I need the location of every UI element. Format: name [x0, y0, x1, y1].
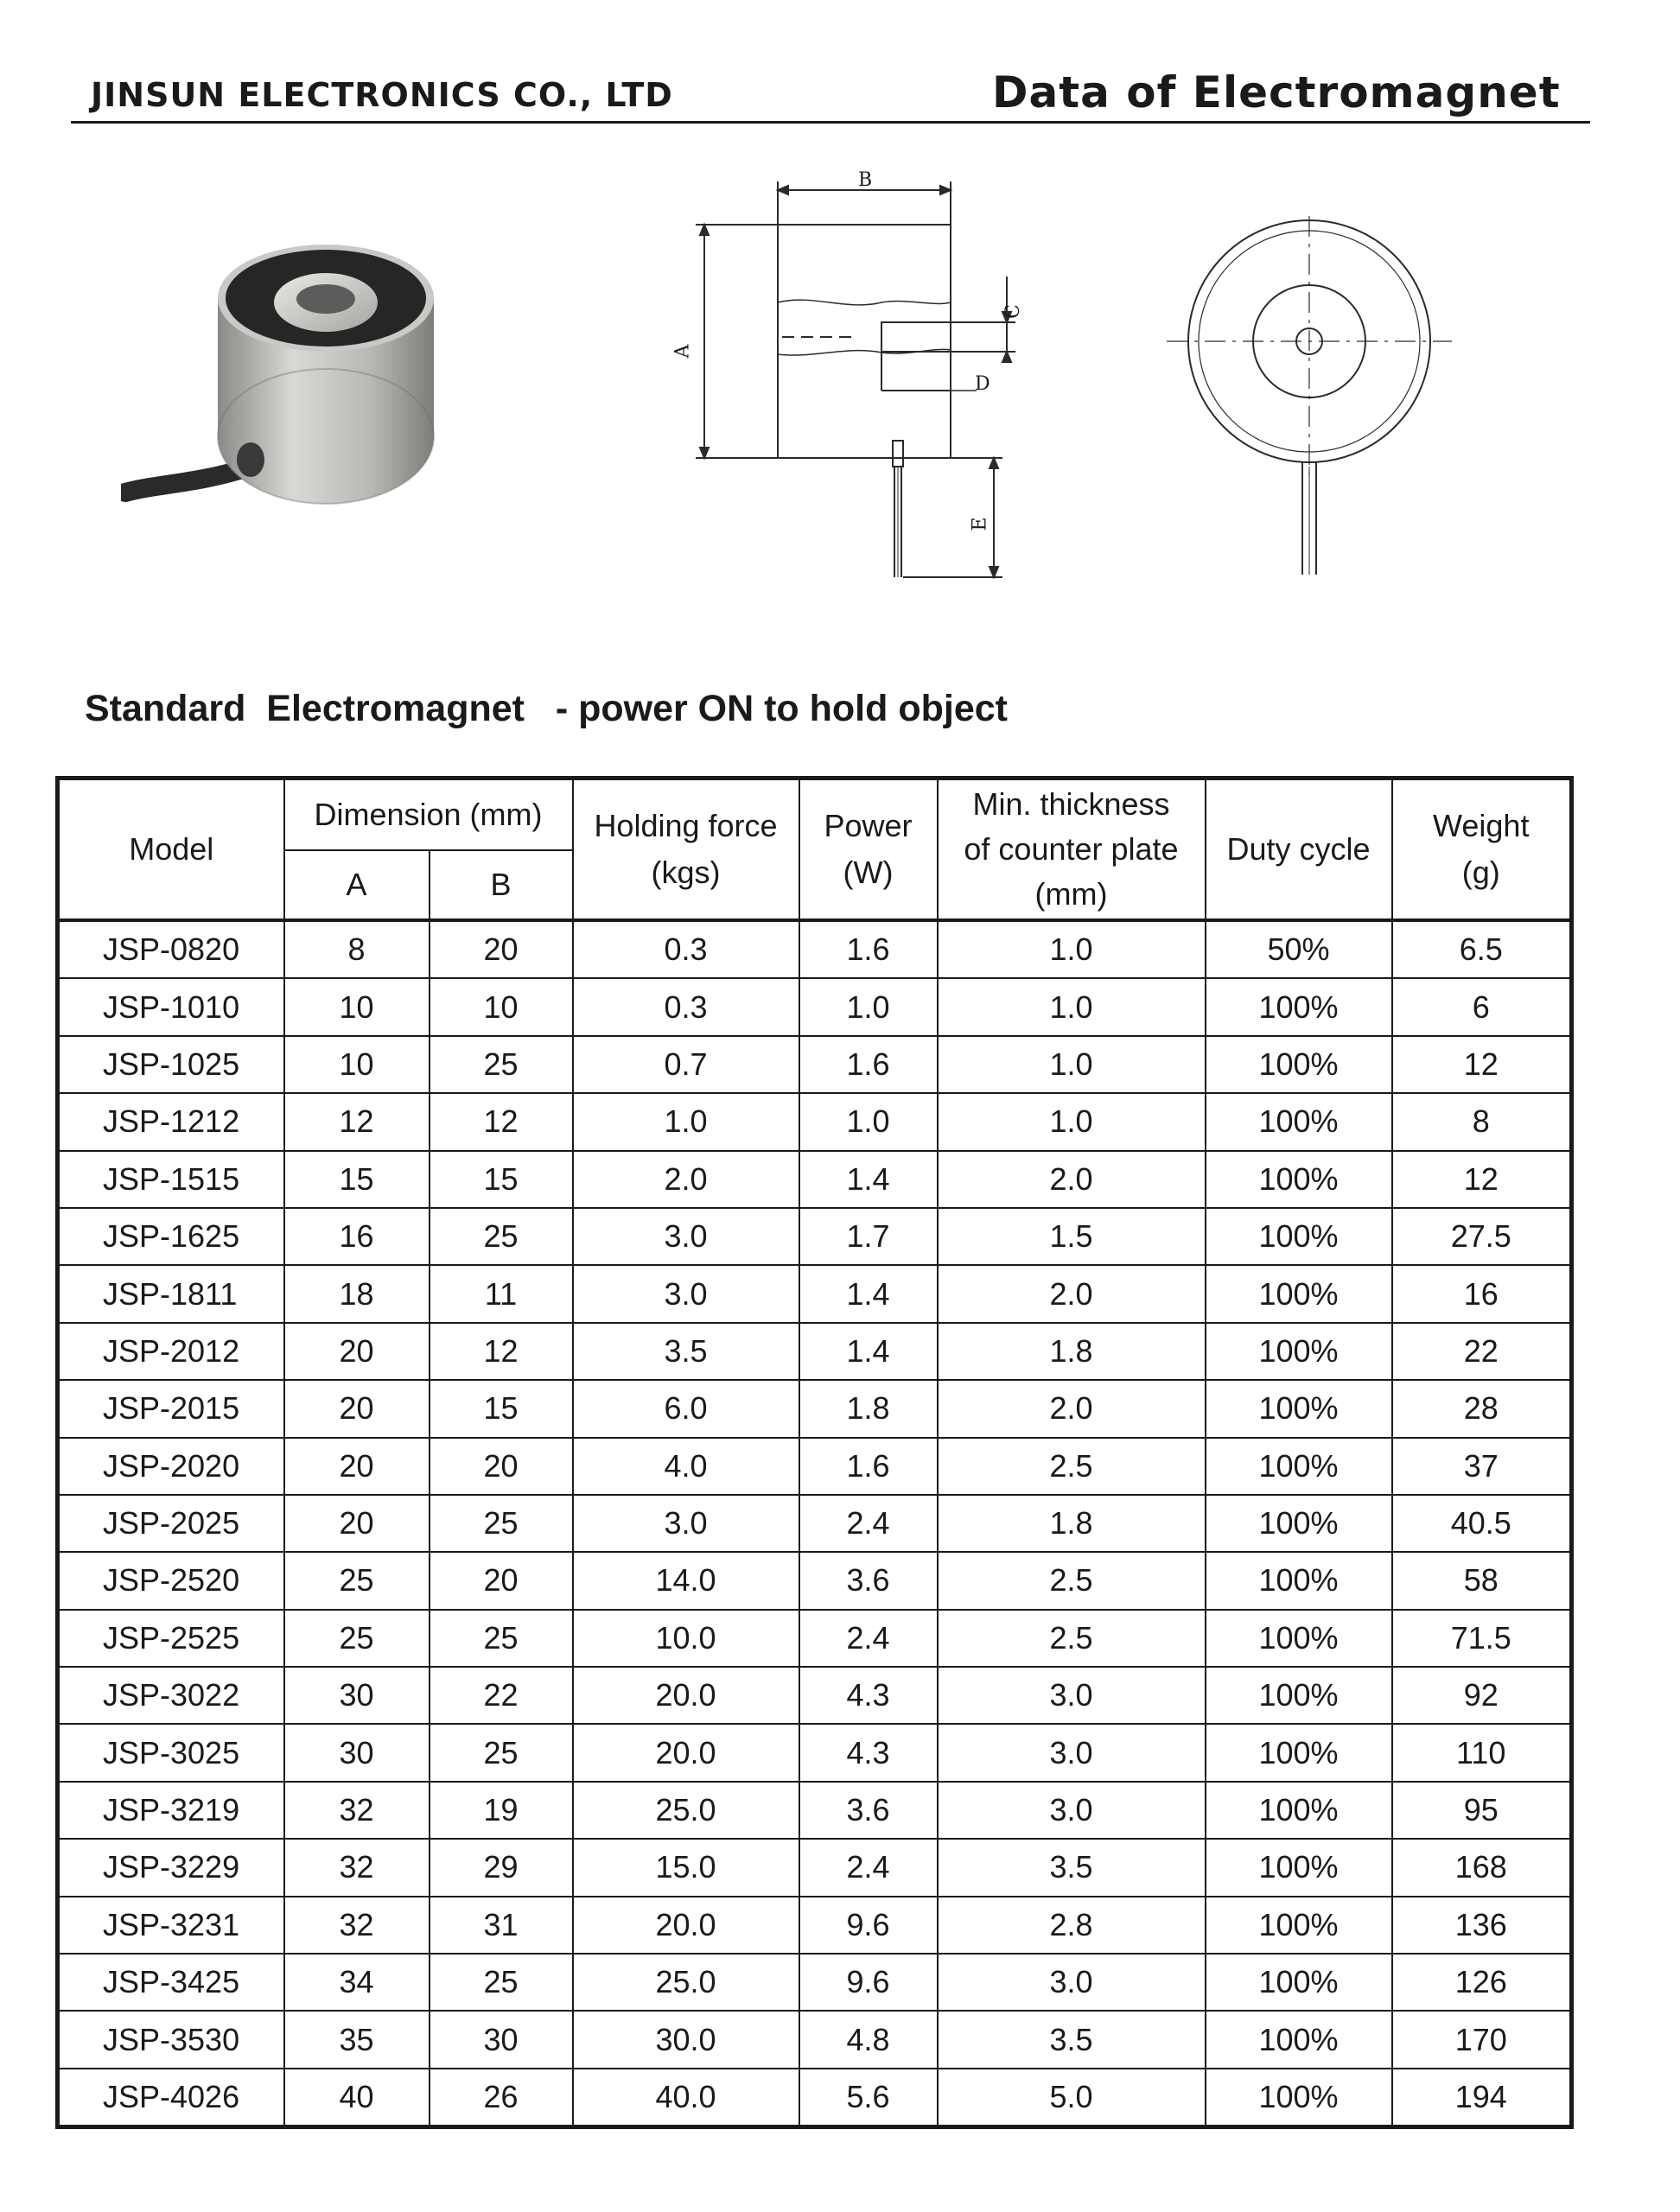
cell-power: 9.6: [799, 1954, 938, 2011]
cell-a: 40: [284, 2069, 430, 2127]
cell-b: 31: [430, 1897, 573, 1954]
cell-b: 15: [430, 1380, 573, 1437]
dimension-label-d: D: [975, 373, 990, 395]
cell-weight: 95: [1392, 1782, 1572, 1839]
cell-duty: 100%: [1206, 2069, 1392, 2127]
cell-duty: 100%: [1206, 1782, 1392, 1839]
table-row: [58, 1380, 1572, 1437]
table-row: [58, 1839, 1572, 1896]
cell-b: 10: [430, 978, 573, 1035]
dimension-label-c: C: [1002, 304, 1024, 319]
cell-a: 10: [284, 1036, 430, 1093]
cell-force: 14.0: [573, 1552, 799, 1609]
cell-thickness: 2.0: [938, 1265, 1206, 1322]
cell-weight: 58: [1392, 1552, 1572, 1609]
cell-a: 12: [284, 1093, 430, 1150]
cell-weight: 110: [1392, 1724, 1572, 1781]
cell-model: JSP-4026: [58, 2069, 284, 2127]
cell-b: 25: [430, 1036, 573, 1093]
cell-a: 20: [284, 1495, 430, 1552]
cell-force: 40.0: [573, 2069, 799, 2127]
cell-model: JSP-2020: [58, 1438, 284, 1495]
table-row: [58, 1265, 1572, 1322]
cell-weight: 27.5: [1392, 1208, 1572, 1265]
cell-weight: 170: [1392, 2011, 1572, 2068]
cell-b: 15: [430, 1151, 573, 1208]
cell-model: JSP-3425: [58, 1954, 284, 2011]
cell-force: 2.0: [573, 1151, 799, 1208]
table-row: [58, 2069, 1572, 2127]
section-title-standard: Standard: [85, 688, 246, 729]
top-view-drawing: [1149, 199, 1469, 588]
cell-duty: 100%: [1206, 1036, 1392, 1093]
cell-thickness: 3.5: [938, 1839, 1206, 1896]
cell-model: JSP-3219: [58, 1782, 284, 1839]
cell-force: 0.3: [573, 978, 799, 1035]
cell-thickness: 1.5: [938, 1208, 1206, 1265]
cell-duty: 100%: [1206, 1667, 1392, 1724]
cell-model: JSP-3025: [58, 1724, 284, 1781]
cell-force: 3.0: [573, 1208, 799, 1265]
cell-thickness: 1.8: [938, 1323, 1206, 1380]
cell-a: 32: [284, 1782, 430, 1839]
cell-a: 34: [284, 1954, 430, 2011]
cell-force: 20.0: [573, 1897, 799, 1954]
cell-force: 20.0: [573, 1724, 799, 1781]
cell-weight: 6.5: [1392, 920, 1572, 978]
cell-force: 25.0: [573, 1782, 799, 1839]
document-title: Data of Electromagnet: [992, 67, 1561, 118]
cell-a: 32: [284, 1839, 430, 1896]
cell-weight: 6: [1392, 978, 1572, 1035]
cell-b: 20: [430, 920, 573, 978]
cell-a: 20: [284, 1438, 430, 1495]
cell-model: JSP-2015: [58, 1380, 284, 1437]
cell-weight: 40.5: [1392, 1495, 1572, 1552]
cell-a: 18: [284, 1265, 430, 1322]
cell-weight: 12: [1392, 1151, 1572, 1208]
cell-duty: 100%: [1206, 1151, 1392, 1208]
cell-thickness: 1.0: [938, 978, 1206, 1035]
section-title-electromagnet: Electromagnet: [266, 688, 525, 729]
cell-force: 20.0: [573, 1667, 799, 1724]
table-row: [58, 1954, 1572, 2011]
table-row: [58, 1036, 1572, 1093]
cell-power: 4.3: [799, 1724, 938, 1781]
cell-a: 20: [284, 1323, 430, 1380]
cell-power: 3.6: [799, 1552, 938, 1609]
section-title: [85, 688, 1008, 730]
cell-power: 4.3: [799, 1667, 938, 1724]
cell-model: JSP-2520: [58, 1552, 284, 1609]
cell-force: 0.3: [573, 920, 799, 978]
table-row: [58, 1552, 1572, 1609]
dimension-label-a: A: [671, 344, 694, 359]
cell-model: JSP-1515: [58, 1151, 284, 1208]
dimension-label-b: B: [858, 169, 873, 191]
cell-duty: 100%: [1206, 1495, 1392, 1552]
cell-b: 20: [430, 1438, 573, 1495]
table-row: [58, 1208, 1572, 1265]
header-divider: [71, 121, 1590, 124]
cell-model: JSP-1212: [58, 1093, 284, 1150]
cell-thickness: 2.5: [938, 1552, 1206, 1609]
cell-weight: 22: [1392, 1323, 1572, 1380]
cell-duty: 100%: [1206, 1208, 1392, 1265]
cell-weight: 194: [1392, 2069, 1572, 2127]
cell-b: 12: [430, 1093, 573, 1150]
cell-b: 25: [430, 1724, 573, 1781]
cell-force: 4.0: [573, 1438, 799, 1495]
cell-thickness: 3.0: [938, 1667, 1206, 1724]
cell-duty: 100%: [1206, 1724, 1392, 1781]
cell-model: JSP-2012: [58, 1323, 284, 1380]
cell-model: JSP-3231: [58, 1897, 284, 1954]
column-header-min-thickness: Min. thickness of counter plate (mm): [938, 779, 1206, 921]
column-header-holding-force: Holding force (kgs): [573, 779, 799, 921]
cell-power: 1.4: [799, 1265, 938, 1322]
cell-weight: 37: [1392, 1438, 1572, 1495]
cell-duty: 100%: [1206, 978, 1392, 1035]
cell-model: JSP-3229: [58, 1839, 284, 1896]
cell-thickness: 3.5: [938, 2011, 1206, 2068]
cell-thickness: 2.5: [938, 1610, 1206, 1667]
cell-thickness: 5.0: [938, 2069, 1206, 2127]
cell-a: 30: [284, 1667, 430, 1724]
cell-power: 2.4: [799, 1495, 938, 1552]
cell-weight: 8: [1392, 1093, 1572, 1150]
table-row: [58, 1724, 1572, 1781]
cell-model: JSP-1010: [58, 978, 284, 1035]
cell-duty: 100%: [1206, 1954, 1392, 2011]
column-header-dim-a: A: [284, 850, 430, 920]
cell-power: 1.4: [799, 1151, 938, 1208]
table-row: [58, 1897, 1572, 1954]
column-header-power: Power (W): [799, 779, 938, 921]
table-row: [58, 1093, 1572, 1150]
table-row: [58, 978, 1572, 1035]
table-row: [58, 1495, 1572, 1552]
cell-a: 10: [284, 978, 430, 1035]
cell-thickness: 3.0: [938, 1954, 1206, 2011]
cell-model: JSP-2025: [58, 1495, 284, 1552]
cell-b: 25: [430, 1208, 573, 1265]
cell-power: 3.6: [799, 1782, 938, 1839]
cell-a: 16: [284, 1208, 430, 1265]
cell-thickness: 2.0: [938, 1151, 1206, 1208]
cell-weight: 168: [1392, 1839, 1572, 1896]
cell-duty: 100%: [1206, 1323, 1392, 1380]
table-row: [58, 1782, 1572, 1839]
table-row: [58, 1323, 1572, 1380]
cell-thickness: 3.0: [938, 1782, 1206, 1839]
electromagnet-spec-table: [55, 776, 1574, 2129]
column-header-dimension: Dimension (mm): [284, 779, 573, 851]
cell-b: 20: [430, 1552, 573, 1609]
cell-b: 19: [430, 1782, 573, 1839]
cell-b: 25: [430, 1954, 573, 2011]
cell-duty: 100%: [1206, 1552, 1392, 1609]
table-row: [58, 2011, 1572, 2068]
cell-force: 25.0: [573, 1954, 799, 2011]
cell-force: 0.7: [573, 1036, 799, 1093]
table-row: [58, 920, 1572, 978]
cell-power: 1.6: [799, 920, 938, 978]
cell-power: 9.6: [799, 1897, 938, 1954]
cell-weight: 16: [1392, 1265, 1572, 1322]
cell-thickness: 2.8: [938, 1897, 1206, 1954]
table-header-row: [58, 779, 1572, 851]
cell-model: JSP-0820: [58, 920, 284, 978]
cell-duty: 100%: [1206, 1438, 1392, 1495]
column-header-weight: Weight (g): [1392, 779, 1572, 921]
cell-b: 26: [430, 2069, 573, 2127]
cell-weight: 71.5: [1392, 1610, 1572, 1667]
cell-force: 3.5: [573, 1323, 799, 1380]
cell-b: 12: [430, 1323, 573, 1380]
table-row: [58, 1610, 1572, 1667]
cell-duty: 100%: [1206, 2011, 1392, 2068]
cell-weight: 126: [1392, 1954, 1572, 2011]
column-header-dim-b: B: [430, 850, 573, 920]
cell-power: 4.8: [799, 2011, 938, 2068]
cell-model: JSP-1811: [58, 1265, 284, 1322]
cell-a: 20: [284, 1380, 430, 1437]
cell-a: 25: [284, 1610, 430, 1667]
cell-a: 35: [284, 2011, 430, 2068]
cell-duty: 100%: [1206, 1839, 1392, 1896]
cell-thickness: 1.0: [938, 1093, 1206, 1150]
cell-a: 25: [284, 1552, 430, 1609]
cell-duty: 100%: [1206, 1897, 1392, 1954]
cell-a: 15: [284, 1151, 430, 1208]
cell-thickness: 1.0: [938, 920, 1206, 978]
cell-duty: 100%: [1206, 1265, 1392, 1322]
cell-thickness: 2.0: [938, 1380, 1206, 1437]
table-row: [58, 1438, 1572, 1495]
cell-model: JSP-3530: [58, 2011, 284, 2068]
cell-b: 25: [430, 1610, 573, 1667]
cell-duty: 100%: [1206, 1093, 1392, 1150]
cell-weight: 136: [1392, 1897, 1572, 1954]
cell-thickness: 2.5: [938, 1438, 1206, 1495]
cell-thickness: 3.0: [938, 1724, 1206, 1781]
cell-power: 1.8: [799, 1380, 938, 1437]
cell-power: 1.6: [799, 1036, 938, 1093]
cell-thickness: 1.0: [938, 1036, 1206, 1093]
cell-force: 30.0: [573, 2011, 799, 2068]
cell-b: 29: [430, 1839, 573, 1896]
section-subtitle: - power ON to hold object: [555, 688, 1008, 729]
cell-power: 1.0: [799, 978, 938, 1035]
cell-duty: 100%: [1206, 1610, 1392, 1667]
cell-force: 3.0: [573, 1495, 799, 1552]
electromagnet-photo: [121, 233, 501, 544]
cell-model: JSP-3022: [58, 1667, 284, 1724]
cell-model: JSP-1625: [58, 1208, 284, 1265]
cell-b: 11: [430, 1265, 573, 1322]
cell-model: JSP-2525: [58, 1610, 284, 1667]
cell-b: 30: [430, 2011, 573, 2068]
cell-weight: 12: [1392, 1036, 1572, 1093]
table-row: [58, 1667, 1572, 1724]
dimension-label-e: E: [969, 517, 991, 531]
cell-a: 32: [284, 1897, 430, 1954]
cell-force: 10.0: [573, 1610, 799, 1667]
cell-weight: 28: [1392, 1380, 1572, 1437]
cell-power: 1.0: [799, 1093, 938, 1150]
cell-force: 1.0: [573, 1093, 799, 1150]
cell-power: 5.6: [799, 2069, 938, 2127]
cell-a: 8: [284, 920, 430, 978]
cell-power: 1.6: [799, 1438, 938, 1495]
company-name: JINSUN ELECTRONICS CO., LTD: [91, 76, 673, 114]
cell-force: 6.0: [573, 1380, 799, 1437]
cell-b: 22: [430, 1667, 573, 1724]
cell-force: 15.0: [573, 1839, 799, 1896]
cell-model: JSP-1025: [58, 1036, 284, 1093]
cell-duty: 100%: [1206, 1380, 1392, 1437]
column-header-model: Model: [58, 779, 284, 921]
cell-duty: 50%: [1206, 920, 1392, 978]
cell-power: 1.4: [799, 1323, 938, 1380]
cell-b: 25: [430, 1495, 573, 1552]
cell-a: 30: [284, 1724, 430, 1781]
cell-power: 1.7: [799, 1208, 938, 1265]
table-row: [58, 1151, 1572, 1208]
cell-thickness: 1.8: [938, 1495, 1206, 1552]
cell-weight: 92: [1392, 1667, 1572, 1724]
column-header-duty-cycle: Duty cycle: [1206, 779, 1392, 921]
cell-force: 3.0: [573, 1265, 799, 1322]
cell-power: 2.4: [799, 1839, 938, 1896]
cell-power: 2.4: [799, 1610, 938, 1667]
